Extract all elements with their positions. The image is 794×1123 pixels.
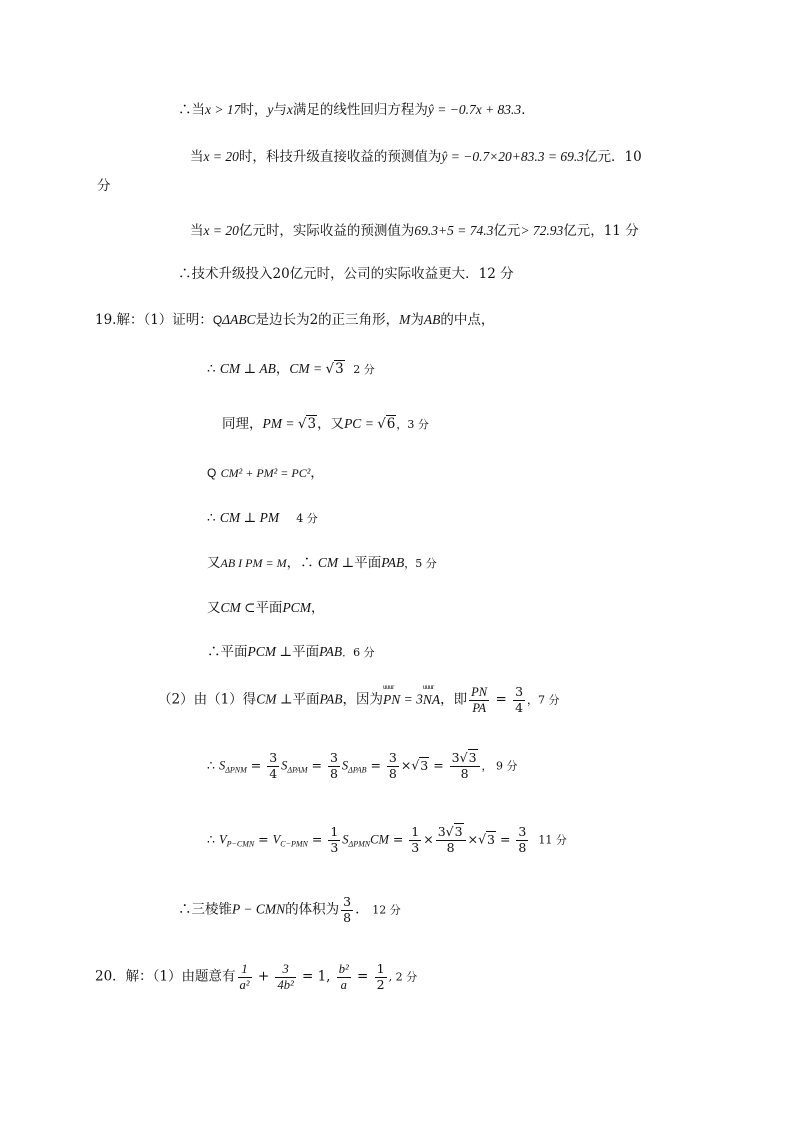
text: 19.解：（1）证明： [95, 312, 213, 328]
math: CM = [289, 361, 326, 376]
fraction [275, 963, 295, 991]
math: P − CMN [232, 901, 286, 917]
score: ，5 分 [404, 557, 437, 570]
denominator: 2 [376, 976, 385, 992]
vector-na: uuur NA [423, 693, 440, 707]
text: 的中点， [440, 312, 495, 328]
text: 平面 [292, 644, 320, 660]
text: 当 [190, 149, 204, 165]
score: 4 分 [296, 512, 318, 525]
fraction [516, 826, 528, 854]
math: ŷ = −0.7×20+83.3 = 69.3 [441, 149, 585, 164]
math: = [496, 831, 515, 847]
subscript: ΔPNM [225, 765, 247, 775]
text: 亿元时，实际收益的预测值为 [238, 223, 415, 239]
numerator: 3 [518, 824, 527, 839]
subscript: ΔPMN [348, 839, 371, 849]
math: S [341, 758, 349, 773]
score-wrap [97, 180, 111, 194]
math: AB [423, 312, 441, 327]
numerator: b² [338, 962, 349, 976]
step-cm-in-plane-pcm [207, 601, 324, 616]
math: S [281, 758, 288, 773]
text: ，∴ [286, 555, 314, 571]
step-cm-perp-plane-pab [207, 556, 437, 571]
math: CM² + PM² = PC² [220, 466, 311, 480]
numerator: 1 [376, 961, 385, 976]
denominator: 8 [388, 765, 397, 781]
text: 是边长为2的正三角形， [255, 312, 400, 328]
problem-19-heading [95, 313, 494, 328]
text: ∴当 [178, 102, 205, 118]
text: ∴ [207, 831, 215, 847]
numerator: 3 [269, 750, 278, 765]
step-final-volume [178, 896, 401, 924]
text: 与 [273, 102, 287, 118]
numerator: 1 [330, 824, 339, 839]
text: 平面 [255, 600, 283, 616]
text: ，因为 [342, 691, 384, 708]
fraction [436, 826, 466, 854]
text: ，即 [440, 691, 468, 708]
math: 3 [468, 750, 477, 765]
vector-pn: uuur PN [383, 693, 400, 707]
part-2-line [158, 686, 560, 714]
denominator: 4b² [277, 977, 294, 992]
text: 又 [207, 600, 221, 616]
text: ， [310, 600, 325, 616]
math: = [352, 968, 373, 985]
step-volume: ∴ $V_{P-CMN} = V_{C-PMN}$ = $\frac{1}{3}$ $S_{\Delta PMN}CM$ = $\frac{1}{3}$ × $\frac{3√3}{8}$ ×√3 = $\frac{3}{8}$ 11 分 [207, 824, 567, 855]
math: × [400, 757, 412, 773]
line-conclusion [178, 268, 514, 282]
math: 3 [487, 831, 495, 847]
text: ， [275, 361, 290, 377]
math: 3 [437, 824, 446, 839]
line-actual-prediction [190, 224, 639, 239]
text: ∴平面 [207, 644, 248, 660]
numerator: 1 [411, 824, 420, 839]
fraction [450, 752, 480, 780]
denominator: 4 [515, 699, 524, 715]
math: x [286, 102, 293, 117]
math: 3 [454, 824, 463, 839]
math: 3 [335, 361, 344, 377]
denominator: 3 [411, 839, 420, 855]
step-pythagoras [207, 467, 324, 481]
numerator: 3 [515, 684, 524, 699]
math: x = 20 [203, 223, 239, 238]
step-cm-perp-pm [207, 511, 318, 526]
math: = 3 [400, 691, 423, 707]
math: CM ⊂ [220, 600, 256, 615]
text: . [355, 901, 360, 918]
problem-20-heading [95, 963, 417, 991]
score: ， 9 分 [481, 759, 518, 773]
math: 69.3+5 = 74.3 [414, 223, 494, 238]
math: 3 [451, 750, 460, 765]
math: × [423, 831, 434, 847]
text: ∴三棱锥 [178, 901, 232, 918]
math: y [267, 102, 274, 117]
fraction [469, 686, 489, 714]
score: 2 分 [353, 363, 375, 376]
math: V [218, 832, 227, 847]
line-regression-equation [178, 103, 535, 118]
text: ∴技术升级投入20亿元时，公司的实际收益更大．12 分 [178, 266, 514, 282]
because-symbol: Q [212, 313, 223, 327]
numerator: 1 [238, 963, 252, 978]
numerator: 3√3 [436, 826, 466, 841]
text: ， [310, 465, 324, 481]
fraction [375, 963, 387, 991]
math: + [253, 968, 274, 985]
math: = [491, 691, 512, 708]
math: PAB [319, 644, 343, 659]
score: ，3 分 [396, 418, 429, 431]
math: x = 20 [203, 149, 239, 164]
numerator: 3√3 [450, 752, 480, 767]
text: 时， [240, 102, 268, 118]
line-direct-prediction [190, 150, 642, 165]
denominator: PA [472, 700, 486, 715]
denominator: 3 [330, 839, 339, 855]
math: S [218, 758, 226, 773]
math: = [307, 831, 327, 847]
text: 平面 [292, 691, 320, 708]
text: 亿元．10 [584, 149, 642, 165]
denominator: 8 [343, 909, 352, 925]
step-area: ∴ $S_{\Delta PNM}$ = $\frac{3}{4}$ $S_{\Delta PAM}$ = $\frac{3}{8}$ $S_{\Delta PAB}$ = $\frac{3}{8}$ ×√3 = $\frac{3√3}{8}$ ， 9 分 [207, 750, 518, 781]
math: PAB [381, 555, 405, 570]
math: 3 [307, 416, 317, 432]
text: 20．解：（1）由题意有 [95, 968, 236, 985]
text: 满足的线性回归方程为 [292, 102, 428, 118]
math: CM ⊥ AB [219, 361, 276, 376]
math: = 1, [297, 968, 335, 985]
math: = [429, 757, 448, 773]
fraction [238, 963, 252, 991]
math: V [272, 832, 281, 847]
score: ．6 分 [342, 646, 375, 659]
text: 同理， [222, 416, 263, 432]
subscript: ΔPAM [287, 765, 308, 775]
math: PCM ⊥ [247, 644, 293, 659]
math: CM ⊥ [256, 691, 293, 707]
text: ∴ [207, 757, 215, 773]
math: > 72.93 [520, 223, 564, 238]
math: S [342, 832, 349, 847]
math: PC = [344, 416, 378, 431]
text: ，又 [317, 416, 345, 432]
denominator: 4 [269, 765, 278, 781]
score: , 2 分 [388, 970, 418, 984]
denominator: a² [239, 977, 250, 992]
fraction [267, 752, 279, 780]
text: 分 [97, 178, 111, 194]
numerator: 3 [329, 750, 338, 765]
numerator: 3 [275, 963, 295, 978]
subscript: ΔPAB [348, 765, 367, 775]
math: x > 17 [205, 102, 241, 117]
math: ΔABC [222, 312, 256, 327]
subscript: P−CMN [226, 839, 255, 849]
step-planes-perp [207, 645, 375, 660]
text: 当 [190, 223, 204, 239]
text: 亿元，11 分 [563, 223, 639, 239]
math: CM ⊥ PM [219, 510, 280, 525]
math: PAB [319, 691, 343, 707]
math: = [246, 757, 266, 773]
text: 的体积为 [285, 901, 340, 918]
fraction [387, 752, 399, 780]
text: 亿元 [493, 223, 521, 239]
math: M [399, 312, 411, 327]
math: 6 [386, 416, 396, 432]
because-symbol: Q [207, 466, 217, 480]
numerator: 3 [388, 750, 397, 765]
math: ŷ = −0.7x + 83.3 [427, 102, 522, 117]
subscript: C−PMN [280, 839, 308, 849]
score: 11 分 [538, 833, 567, 847]
step-pm-pc: 同理，PM = √3，又PC = √6，3 分 [222, 416, 429, 432]
denominator: a [340, 977, 347, 992]
denominator: 8 [518, 839, 527, 855]
text: ∴ [207, 510, 216, 526]
math: = [366, 757, 385, 773]
math: CM [370, 832, 389, 847]
math: CM ⊥ [317, 555, 355, 570]
math: PM = [262, 416, 298, 431]
text: 时，科技升级直接收益的预测值为 [238, 149, 442, 165]
score: 12 分 [372, 903, 401, 917]
denominator: 8 [329, 765, 338, 781]
text: 平面 [354, 555, 382, 571]
numerator: PN [471, 685, 488, 699]
math: = [254, 831, 273, 847]
fraction [337, 963, 351, 991]
denominator: 8 [460, 765, 469, 781]
text: ∴ [207, 361, 216, 377]
fraction [328, 826, 340, 854]
fraction [513, 686, 525, 714]
score: ，7 分 [527, 693, 560, 707]
math: 3 [420, 757, 429, 773]
fraction [409, 826, 421, 854]
math: PCM [282, 600, 311, 615]
fraction [341, 896, 353, 924]
step-cm-perp-ab: ∴ CM ⊥ AB，CM = √3 2 分 [207, 361, 375, 377]
text: 又 [207, 555, 221, 571]
text: ． [521, 102, 535, 118]
numerator: 3 [343, 894, 352, 909]
denominator: 8 [446, 839, 455, 855]
math: AB I PM = M [220, 556, 287, 570]
math: × [467, 831, 479, 847]
math: = [307, 757, 326, 773]
text: 为 [410, 312, 424, 328]
math: = [388, 831, 408, 847]
fraction [328, 752, 340, 780]
text: （2）由（1）得 [158, 691, 257, 708]
